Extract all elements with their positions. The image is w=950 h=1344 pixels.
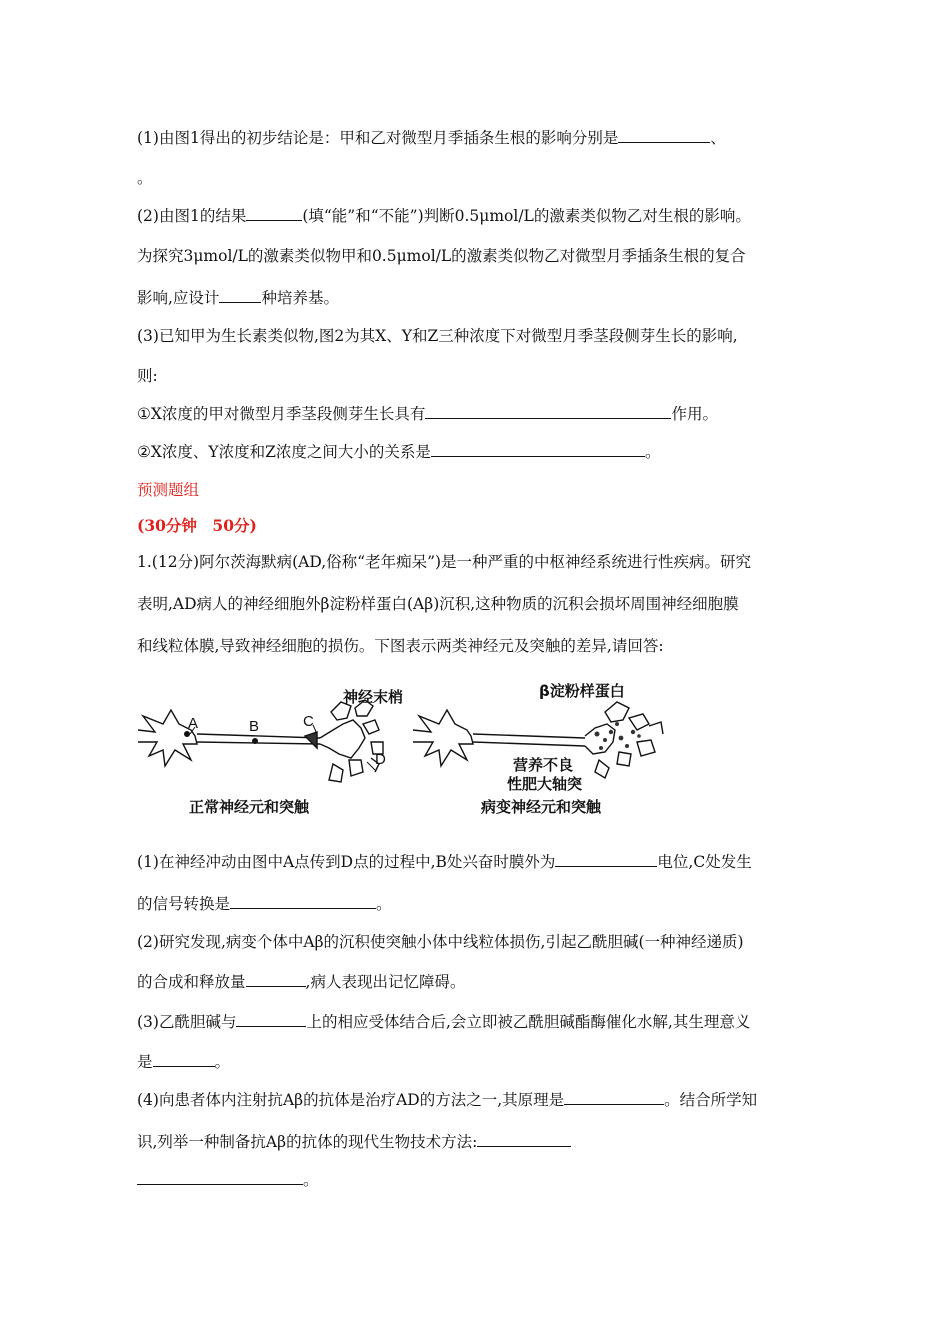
q1-part2-line2 — [137, 246, 746, 266]
swelling-label-2: 性肥大轴突 — [507, 775, 583, 793]
text: (4)向患者体内注射抗Aβ的抗体是治疗AD的方法之一,其原理是 — [137, 1091, 565, 1109]
q1-part3-line3 — [137, 404, 718, 424]
answer-blank[interactable] — [425, 404, 671, 419]
text: 的信号转换是 — [137, 895, 231, 913]
answer-blank[interactable] — [219, 288, 261, 303]
text: 是 — [137, 1053, 153, 1071]
q2-p3-line2 — [137, 1052, 230, 1072]
label-b: B — [249, 718, 260, 735]
answer-blank[interactable] — [230, 894, 376, 909]
answer-blank[interactable] — [137, 1170, 303, 1185]
text: 。结合所学知 — [664, 1091, 758, 1109]
q1-part2-line — [137, 206, 751, 226]
section-title: 预测题组 — [137, 481, 200, 499]
text: 。 — [303, 1171, 319, 1189]
text: 的合成和释放量 — [137, 973, 246, 991]
answer-blank[interactable] — [555, 852, 657, 867]
text: 。 — [214, 1053, 231, 1071]
text: (填“能”和“不能”)判断0.5μmol/L的激素类似物乙对生根的影响。 — [302, 207, 751, 225]
text: 电位,C处发生 — [657, 853, 752, 871]
q1-part1-end-line — [137, 168, 153, 188]
text: (1)由图1得出的初步结论是：甲和乙对微型月季插条生根的影响分别是 — [137, 129, 619, 147]
q2-p3-line1 — [137, 1012, 750, 1032]
q1-part2-line3 — [137, 288, 339, 308]
answer-blank[interactable] — [153, 1052, 215, 1067]
q2-p4-line1 — [137, 1090, 757, 1110]
answer-blank[interactable] — [477, 1132, 571, 1147]
q2-p2-line2 — [137, 972, 465, 992]
normal-caption: 正常神经元和突触 — [189, 798, 310, 816]
text: 。 — [376, 895, 392, 913]
text: (2)由图1的结果 — [137, 207, 247, 225]
text: (3)已知甲为生长素类似物,图2为其X、Y和Z三种浓度下对微型月季茎段侧芽生长的影响, — [137, 327, 738, 345]
label-a: A — [188, 715, 199, 732]
answer-blank[interactable] — [246, 206, 302, 221]
q2-p1-line2 — [137, 894, 392, 914]
q2-p1-line1 — [137, 852, 752, 872]
text: 影响,应设计 — [137, 289, 220, 307]
neuron-synapse-figure — [135, 672, 665, 822]
text: (1)在神经冲动由图中A点传到D点的过程中,B处兴奋时膜外为 — [137, 853, 556, 871]
point-b — [252, 738, 258, 744]
q2-intro-line1: 1.(12分)阿尔茨海默病(AD,俗称“老年痴呆”)是一种严重的中枢神经系统进行性疾病。研究 — [137, 553, 752, 571]
nerve-ending-label: 神经末梢 — [343, 688, 404, 706]
text: 。 — [137, 169, 153, 187]
normal-neuron — [138, 700, 383, 782]
text: ①X浓度的甲对微型月季茎段侧芽生长具有 — [137, 405, 426, 423]
label-d: D — [375, 751, 386, 768]
answer-blank[interactable] — [246, 972, 306, 987]
section-time: (30分钟 50分) — [137, 516, 257, 535]
text: 作用。 — [671, 405, 718, 423]
text: ②X浓度、Y浓度和Z浓度之间大小的关系是 — [137, 443, 431, 461]
text: (3)乙酰胆碱与 — [137, 1013, 237, 1031]
text: 则: — [137, 367, 158, 385]
text: 上的相应受体结合后,会立即被乙酰胆碱酯酶催化水解,其生理意义 — [306, 1013, 751, 1031]
q2-intro-line3: 和线粒体膜,导致神经细胞的损伤。下图表示两类神经元及突触的差异,请回答: — [137, 637, 664, 655]
answer-blank[interactable] — [236, 1012, 306, 1027]
q2-intro-line2: 表明,AD病人的神经细胞外β淀粉样蛋白(Aβ)沉积,这种物质的沉积会损坏周围神经细胞膜 — [137, 595, 739, 613]
q1-part3-line2 — [137, 366, 158, 386]
label-c: C — [303, 713, 314, 730]
text: 。 — [644, 443, 661, 461]
answer-blank[interactable] — [564, 1090, 664, 1105]
q2-p2-line1: (2)研究发现,病变个体中Aβ的沉积使突触小体中线粒体损伤,引起乙酰胆碱(一种神经递质) — [137, 933, 744, 951]
text: 为探究3μmol/L的激素类似物甲和0.5μmol/L的激素类似物乙对微型月季插条生根的复合 — [137, 247, 746, 265]
q2-p4-line2 — [137, 1132, 571, 1152]
answer-blank[interactable] — [431, 442, 645, 457]
q1-part3-line — [137, 326, 738, 346]
amyloid-label: β淀粉样蛋白 — [539, 682, 625, 700]
diseased-caption: 病变神经元和突触 — [481, 798, 602, 816]
text: 、 — [710, 129, 726, 147]
q1-part3-line4 — [137, 442, 660, 462]
text: ,病人表现出记忆障碍。 — [305, 973, 466, 991]
text: 识,列举一种制备抗Aβ的抗体的现代生物技术方法: — [137, 1133, 478, 1151]
text: 种培养基。 — [261, 289, 339, 307]
q1-part1-line — [137, 128, 726, 148]
answer-blank[interactable] — [618, 128, 710, 143]
q2-p4-line3 — [137, 1170, 319, 1190]
swelling-label-1: 营养不良 — [513, 756, 574, 774]
